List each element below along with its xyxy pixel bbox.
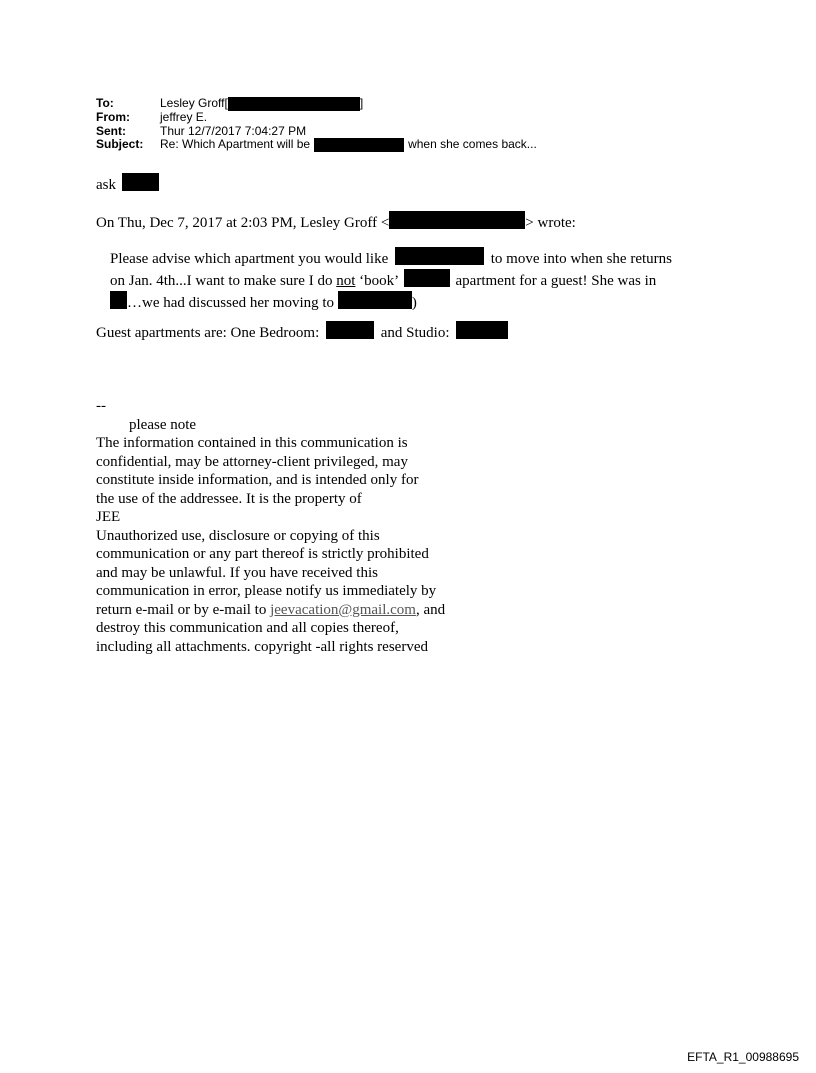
guest-apartments-line [96, 321, 508, 342]
sent-row [96, 125, 537, 139]
quote-underlined-text: not [336, 273, 356, 289]
email-link[interactable]: jeevacation@gmail.com [270, 601, 416, 618]
subject-before: Re: Which Apartment will be [160, 137, 311, 151]
from-row [96, 111, 537, 125]
from-value: jeffrey E. [160, 110, 208, 124]
quote-text: on Jan. 4th...I want to make sure I do [110, 273, 337, 289]
quote-line [110, 269, 710, 291]
redaction-box [395, 247, 484, 265]
redaction-box [326, 321, 374, 339]
quote-text: apartment for a guest! She was in [455, 273, 657, 289]
quote-intro-before: On Thu, Dec 7, 2017 at 2:03 PM, Lesley Groff < [96, 215, 390, 231]
redaction-box [314, 138, 404, 152]
quote-intro-after: > wrote: [525, 215, 576, 231]
disclaimer-line: including all attachments. copyright -all rights reserved [96, 638, 428, 655]
redaction-box [389, 211, 525, 229]
to-value: Lesley Groff[ [160, 96, 228, 110]
quoted-message [110, 247, 710, 313]
disclaimer-line: and may be unlawful. If you have received this [96, 564, 378, 581]
disclaimer-text: , and [415, 601, 446, 618]
disclaimer-line: JEE [96, 509, 121, 525]
to-label: To: [96, 96, 114, 110]
guest-text: Guest apartments are: One Bedroom: [96, 325, 320, 341]
subject-row [96, 138, 537, 152]
quote-line [110, 247, 710, 269]
disclaimer-line: communication or any part thereof is strictly prohibited [96, 546, 429, 562]
disclaimer-line: the use of the addressee. It is the property of [96, 490, 362, 507]
guest-text: and Studio: [380, 325, 450, 341]
disclaimer-line: The information contained in this communication is [96, 435, 408, 451]
disclaimer-line: constitute inside information, and is intended only for [96, 472, 419, 488]
quote-text: ‘book’ [355, 273, 399, 289]
subject-after: when she comes back... [408, 137, 537, 151]
quote-text: to move into when she returns [490, 251, 672, 267]
to-row [96, 97, 537, 111]
reply-text: ask [96, 177, 116, 193]
redaction-box [456, 321, 508, 339]
quote-line [110, 291, 710, 313]
signature-dashes: -- [96, 398, 106, 414]
disclaimer-line: Unauthorized use, disclosure or copying of this [96, 527, 380, 544]
redaction-box [338, 291, 412, 309]
disclaimer-text: return e-mail or by e-mail to [96, 601, 271, 618]
redaction-box [228, 97, 360, 111]
disclaimer-line: destroy this communication and all copies thereof, [96, 620, 399, 636]
document-id: EFTA_R1_00988695 [687, 1050, 799, 1064]
from-label: From: [96, 110, 130, 124]
sent-label: Sent: [96, 123, 126, 138]
disclaimer-line: confidential, may be attorney-client privileged, may [96, 453, 408, 470]
sent-value: Thur 12/7/2017 7:04:27 PM [160, 123, 307, 138]
email-header [96, 97, 537, 152]
redaction-box [110, 291, 127, 309]
reply-line [96, 173, 159, 194]
disclaimer-line: communication in error, please notify us immediately by [96, 583, 437, 599]
signature-block [96, 397, 445, 656]
disclaimer-lines [96, 434, 445, 656]
quote-text: …we had discussed her moving to [127, 295, 335, 311]
redaction-box [404, 269, 450, 287]
to-close: ] [359, 96, 364, 110]
subject-label: Subject: [96, 137, 144, 151]
signature-note: please note [129, 416, 197, 433]
quote-text: Please advise which apartment you would like [110, 251, 389, 267]
disclaimer-email-line [96, 601, 445, 620]
redaction-box [122, 173, 159, 191]
quote-text: ) [411, 295, 417, 311]
quote-intro [96, 211, 576, 232]
